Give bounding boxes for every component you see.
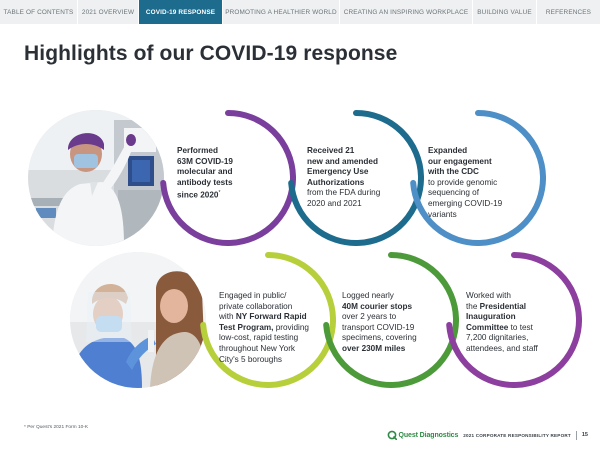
tab-creating-an-inspiring-workplace[interactable]: CREATING AN INSPIRING WORKPLACE — [340, 0, 473, 24]
lab-technician-photo — [28, 110, 164, 246]
clinician-face-shield-photo — [70, 252, 206, 388]
page-footer — [387, 430, 589, 440]
tab-building-value[interactable]: BUILDING VALUE — [473, 0, 537, 24]
highlight-ny-forward-rapid-test: Engaged in public/ private collaboration with NY Forward Rapid Test Program, providing low-cost, rapid testing throughout New York City's 5 boroughs — [219, 291, 309, 364]
highlight-presidential-inauguration: Worked with the Presidential Inauguration Committee to test 7,200 dignitaries, attendees, and staff — [466, 291, 538, 353]
section-nav — [0, 0, 600, 24]
tab-2021-overview[interactable]: 2021 OVERVIEW — [78, 0, 139, 24]
logo-text: Quest Diagnostics — [398, 431, 459, 439]
footer-divider — [576, 431, 577, 440]
quest-logo-icon — [387, 430, 397, 440]
highlight-covid-tests: Performed 63M COVID-19 molecular and antibody tests since 2020* — [177, 146, 233, 201]
tab-references[interactable]: REFERENCES — [545, 8, 592, 16]
tab-covid-19-response[interactable]: COVID-19 RESPONSE — [139, 0, 223, 24]
tab-promoting-a-healthier-world[interactable]: PROMOTING A HEALTHIER WORLD — [223, 0, 340, 24]
highlight-emergency-use-authorizations: Received 21 new and amended Emergency Use Authorizations from the FDA during 2020 and 2021 — [307, 146, 381, 208]
highlight-courier-stops: Logged nearly 40M courier stops over 2 years to transport COVID-19 specimens, covering over 230M miles — [342, 291, 417, 353]
footnote: * Per Quest's 2021 Form 10-K — [24, 425, 89, 430]
quest-diagnostics-logo — [387, 430, 459, 440]
report-label: 2021 CORPORATE RESPONSIBILITY REPORT — [463, 432, 571, 438]
page-title: Highlights of our COVID-19 response — [24, 42, 398, 65]
tab-table-of-contents[interactable]: TABLE OF CONTENTS — [0, 0, 78, 24]
highlight-cdc-engagement: Expanded our engagement with the CDC to provide genomic sequencing of emerging COVID-19 variants — [428, 146, 503, 219]
page-number: 15 — [581, 432, 588, 438]
